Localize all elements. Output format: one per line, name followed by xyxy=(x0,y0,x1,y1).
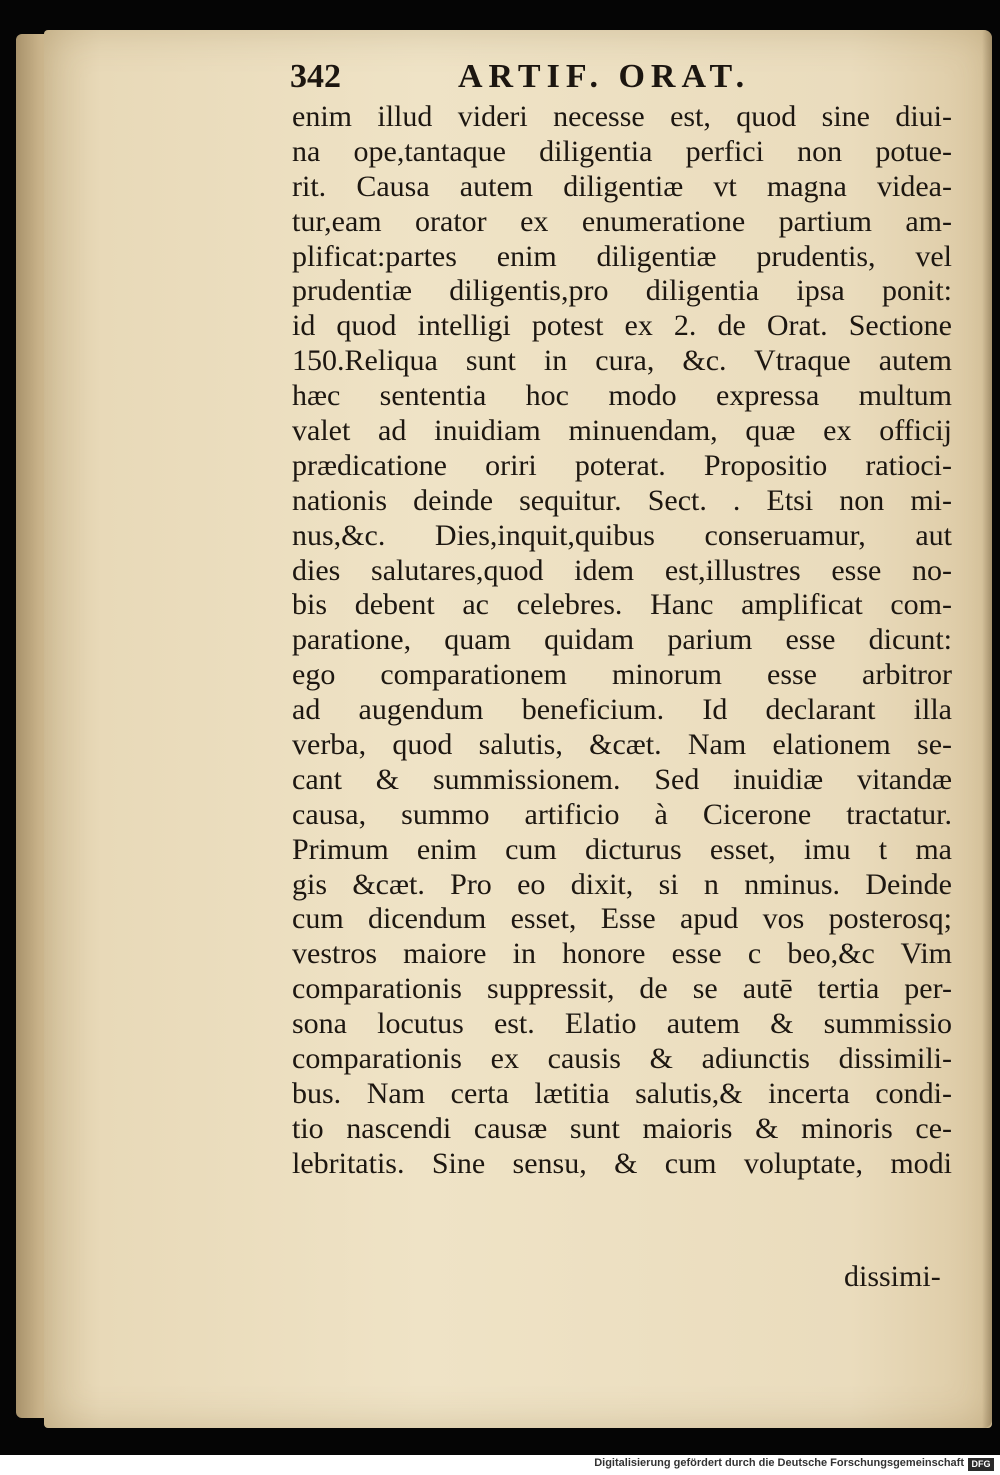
text-line: comparationis suppressit, de se autē tertia per- xyxy=(292,972,952,1006)
text-line: causa, summo artificio à Cicerone tractatur. xyxy=(292,797,952,831)
text-line: 150.Reliqua sunt in cura, &c. Vtraque autem xyxy=(292,344,952,378)
dfg-logo-icon: DFG xyxy=(968,1458,994,1471)
running-title: ARTIF. ORAT. xyxy=(458,58,751,95)
text-line: tur,eam orator ex enumeratione partium am- xyxy=(292,204,952,238)
text-line: ad augendum beneficium. Id declarant illa xyxy=(292,693,952,727)
digitization-credit: Digitalisierung gefördert durch die Deutsche Forschungsgemeinschaft xyxy=(594,1457,964,1469)
text-line: bus. Nam certa lætitia salutis,& incerta condi- xyxy=(292,1076,952,1110)
text-line: hæc sententia hoc modo expressa multum xyxy=(292,379,952,413)
text-line: cum dicendum esset, Esse apud vos posterosq; xyxy=(292,902,952,936)
text-line: plificat:partes enim diligentiæ prudentis, vel xyxy=(292,239,952,273)
running-head xyxy=(290,58,810,102)
text-line: lebritatis. Sine sensu, & cum voluptate, modi xyxy=(292,1146,952,1180)
footer-bar xyxy=(0,1455,1000,1475)
text-line: vestros maiore in honore esse c beo,&c Vim xyxy=(292,937,952,971)
text-line: rit. Causa autem diligentiæ vt magna videa- xyxy=(292,169,952,203)
text-line: ego comparationem minorum esse arbitror xyxy=(292,658,952,692)
text-line: id quod intelligi potest ex 2. de Orat. Sectione xyxy=(292,309,952,343)
text-line: prudentiæ diligentis,pro diligentia ipsa ponit: xyxy=(292,274,952,308)
text-line: paratione, quam quidam parium esse dicunt: xyxy=(292,623,952,657)
body-text xyxy=(292,100,952,1182)
text-line: tio nascendi causæ sunt maioris & minoris ce- xyxy=(292,1111,952,1145)
text-line: bis debent ac celebres. Hanc amplificat com- xyxy=(292,588,952,622)
text-line: gis &cæt. Pro eo dixit, si n nminus. Deinde xyxy=(292,867,952,901)
page-number: 342 xyxy=(290,58,341,95)
text-line: cant & summissionem. Sed inuidiæ vitandæ xyxy=(292,762,952,796)
text-line: na ope,tantaque diligentia perfici non potue- xyxy=(292,134,952,168)
text-line: sona locutus est. Elatio autem & summissio xyxy=(292,1007,952,1041)
text-line: enim illud videri necesse est, quod sine diui- xyxy=(292,100,952,133)
text-line: nus,&c. Dies,inquit,quibus conseruamur, aut xyxy=(292,518,952,552)
text-line: valet ad inuidiam minuendam, quæ ex officij xyxy=(292,414,952,448)
text-line: verba, quod salutis, &cæt. Nam elationem se- xyxy=(292,728,952,762)
page-shadow-edge xyxy=(982,30,992,1428)
text-line: comparationis ex causis & adiunctis dissimili- xyxy=(292,1042,952,1076)
book-page xyxy=(44,30,992,1428)
catchword: dissimi- xyxy=(844,1260,941,1293)
text-line: nationis deinde sequitur. Sect. . Etsi non mi- xyxy=(292,483,952,517)
text-line: Primum enim cum dicturus esset, imu t ma xyxy=(292,832,952,866)
text-line: dies salutares,quod idem est,illustres esse no- xyxy=(292,553,952,587)
text-line: prædicatione oriri poterat. Propositio ratioci- xyxy=(292,448,952,482)
